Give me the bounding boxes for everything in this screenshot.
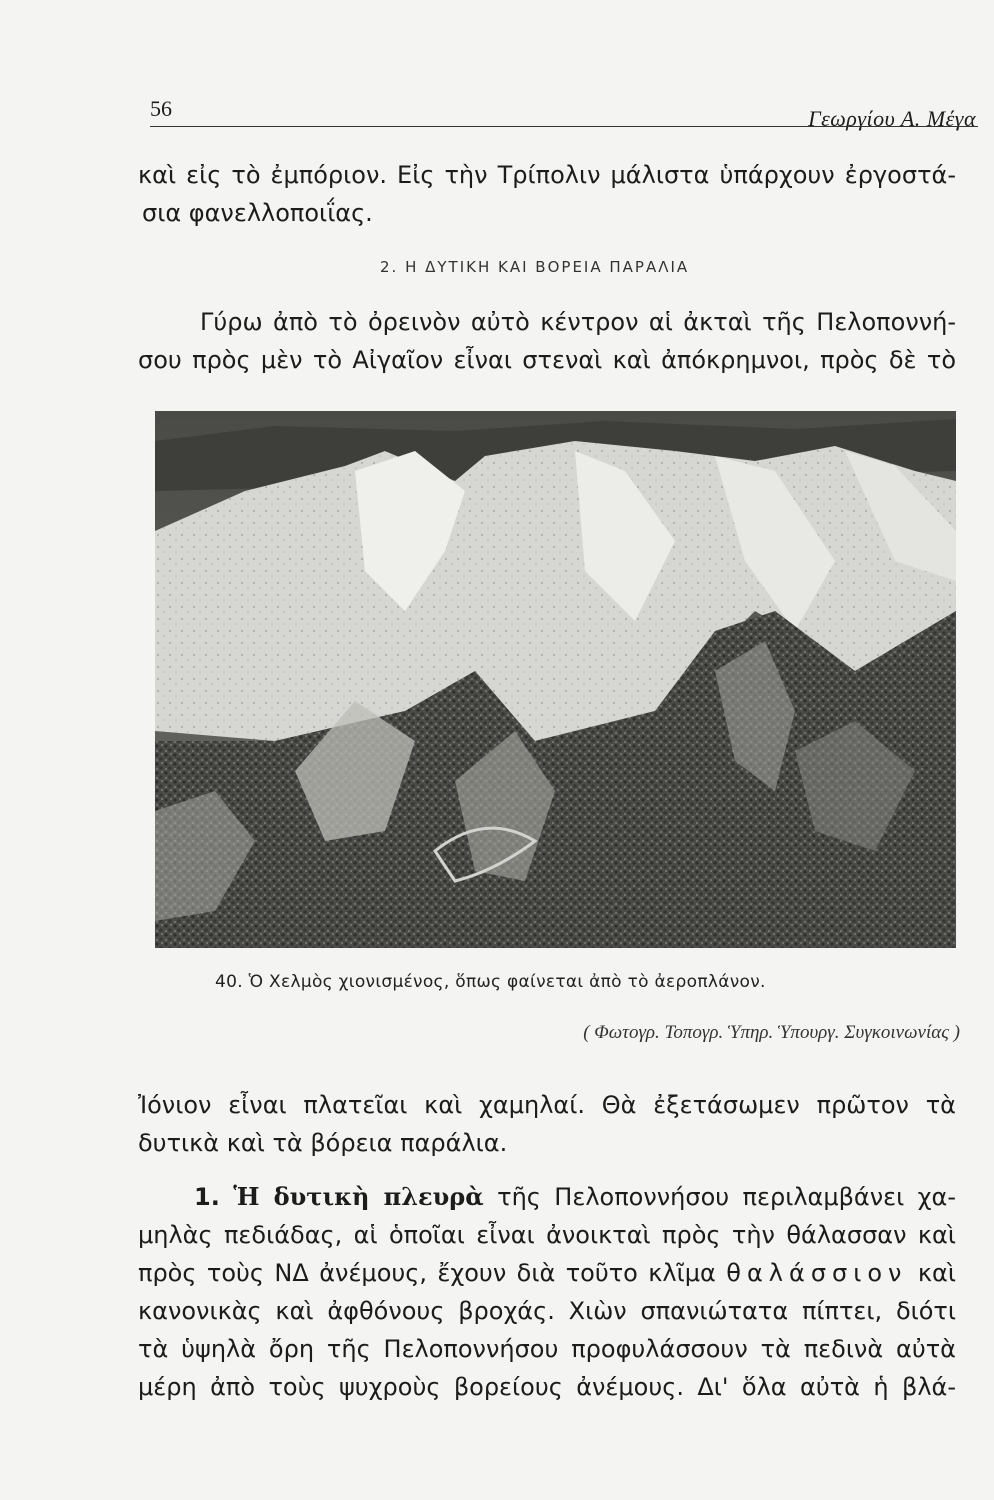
- paragraph-line-2: σου πρὸς μὲν τὸ Αἰγαῖον εἶναι στεναὶ καὶ ἀπόκρημνοι, πρὸς δὲ τὸ: [138, 346, 956, 374]
- paragraph-title: Ἡ δυτικὴ πλευρὰ: [233, 1182, 484, 1211]
- paragraph-1-line-1: [138, 1178, 956, 1216]
- continuation-line-2: δυτικὰ καὶ τὰ βόρεια παράλια.: [138, 1129, 508, 1157]
- paragraph-number: 1.: [194, 1183, 220, 1211]
- header-rule: [150, 126, 978, 127]
- paragraph-1-line-4: κανονικὰς καὶ ἀφθόνους βροχάς. Χιὼν σπανιώτατα πίπτει, διότι: [138, 1297, 956, 1325]
- paragraph-1-line-6: μέρη ἀπὸ τοὺς ψυχροὺς βορείους ἀνέμους. Δι' ὅλα αὐτὰ ἡ βλά-: [138, 1373, 956, 1401]
- mountain-photo: [155, 411, 956, 948]
- paragraph-1-line-1-text: τῆς Πελοποννήσου περιλαμβάνει χα-: [497, 1183, 957, 1211]
- section-heading: 2. Η ΔΥΤΙΚΗ ΚΑΙ ΒΟΡΕΙΑ ΠΑΡΑΛΙΑ: [380, 258, 690, 276]
- paragraph-1: [138, 1178, 956, 1406]
- paragraph-1-line-3-text: πρὸς τοὺς ΝΔ ἀνέμους, ἔχουν διὰ τοῦτο κλῖμα: [138, 1259, 716, 1287]
- spaced-word: θαλάσσιον: [726, 1259, 908, 1287]
- paragraph-1-line-5: τὰ ὑψηλὰ ὄρη τῆς Πελοποννήσου προφυλάσσουν τὰ πεδινὰ αὐτὰ: [138, 1335, 956, 1363]
- intro-line-1: καὶ εἰς τὸ ἐμπόριον. Εἰς τὴν Τρίπολιν μάλιστα ὑπάρχουν ἐργοστά-: [138, 161, 956, 189]
- paragraph-1-line-2: μηλὰς πεδιάδας, αἱ ὁποῖαι εἶναι ἀνοικταὶ πρὸς τὴν θάλασσαν καὶ: [138, 1221, 956, 1249]
- paragraph-line-1: Γύρω ἀπὸ τὸ ὀρεινὸν αὐτὸ κέντρον αἱ ἀκταὶ τῆς Πελοποννή-: [200, 308, 956, 336]
- paragraph-1-line-3: [138, 1254, 956, 1292]
- paragraph-intro: [138, 303, 956, 379]
- page-number: 56: [150, 96, 172, 121]
- photo-credit: ( Φωτογρ. Τοπογρ. Ὑπηρ. Ὑπουργ. Συγκοινωνίας ): [583, 1022, 960, 1043]
- running-header-title: Γεωργίου Α. Μέγα: [808, 106, 976, 131]
- continuation-line-1: Ἰόνιον εἶναι πλατεῖαι καὶ χαμηλαί. Θὰ ἐξετάσωμεν πρῶτον τὰ: [138, 1091, 956, 1119]
- continuation-text: [138, 1086, 956, 1162]
- paragraph-1-line-3-end: καὶ: [917, 1259, 956, 1287]
- figure-caption: 40. Ὁ Χελμὸς χιονισμένος, ὅπως φαίνεται ἀπὸ τὸ ἀεροπλάνον.: [215, 972, 766, 992]
- intro-line-2: σια φανελλοποιΐας.: [142, 199, 373, 227]
- intro-text: [138, 156, 956, 232]
- snow-mountain-picture: [155, 411, 956, 948]
